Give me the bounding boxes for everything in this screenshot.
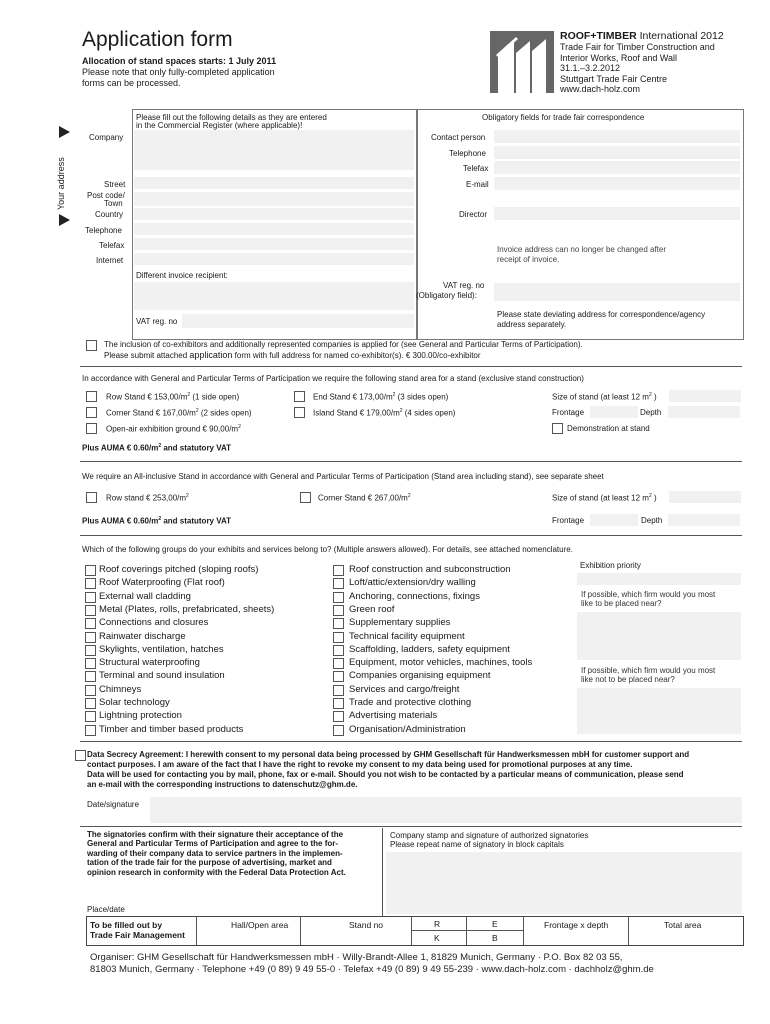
mgmt-label: To be filled out by — [90, 920, 163, 930]
priority-field[interactable] — [577, 573, 741, 585]
company-field[interactable] — [134, 130, 414, 170]
secrecy-text: contact purposes. I am aware of the fact that I have the right to revoke my consent to my data being used for promotional purposes at any time. — [87, 760, 633, 769]
correspondence-box — [416, 109, 744, 340]
group-item-checkbox[interactable] — [85, 592, 96, 603]
secrecy-checkbox[interactable] — [75, 750, 86, 761]
end-stand-checkbox[interactable] — [294, 391, 305, 402]
divider — [80, 461, 742, 462]
info-line: Trade Fair for Timber Construction and — [560, 42, 715, 52]
frontage-depth-header: Frontage x depth — [544, 920, 609, 930]
field-label: E-mail — [466, 180, 489, 189]
depth-field[interactable] — [668, 406, 740, 418]
allincl-intro: We require an All-inclusive Stand in accordance with General and Particular Terms of Participation (Stand area including stand), see separate sheet — [82, 472, 604, 481]
field-label: Country — [95, 210, 124, 219]
group-item-label: Services and cargo/freight — [349, 683, 460, 695]
table-divider — [411, 930, 523, 931]
allincl-corner-checkbox[interactable] — [300, 492, 311, 503]
allincl-frontage-label: Frontage — [552, 516, 585, 525]
invoice-note: receipt of invoice. — [497, 255, 560, 264]
group-item-checkbox[interactable] — [333, 711, 344, 722]
group-item-label: Roof Waterproofing (Flat roof) — [99, 577, 225, 589]
divider — [80, 535, 742, 536]
group-item-checkbox[interactable] — [333, 565, 344, 576]
island-stand-label: Island Stand € $179,00/m^2$ (4 sides open) — [313, 408, 456, 418]
openair-label: Open-air exhibition ground € $90,00/m^2$ — [106, 424, 241, 434]
divider — [382, 828, 383, 916]
diff-invoice-field[interactable] — [134, 282, 414, 310]
group-item-label: Trade and protective clothing — [349, 697, 472, 708]
group-item-label: Equipment, motor vehicles, machines, tools — [349, 657, 533, 669]
group-item-label: Rainwater discharge — [99, 630, 186, 642]
row-stand-checkbox[interactable] — [86, 391, 97, 402]
allincl-size-label: Size of stand (at least 12 $m^2$ ) — [552, 493, 657, 503]
notnear-field[interactable] — [577, 688, 741, 734]
group-item-checkbox[interactable] — [85, 578, 96, 589]
allincl-corner-label: Corner Stand € $267,00/m^2$ — [318, 493, 411, 503]
field-label: Street — [104, 180, 126, 189]
country-field[interactable] — [134, 208, 414, 220]
group-item-checkbox[interactable] — [85, 658, 96, 669]
allocation-date: Allocation of stand spaces starts: 1 July 2011 — [82, 56, 277, 66]
signatories-text: General and Particular Terms of Participation and agree to the for- — [87, 839, 339, 848]
vat-obligatory-field[interactable] — [494, 283, 740, 301]
vat-oblig-label: (Obligatory field): — [416, 291, 477, 300]
address-intro: Please fill out the following details as they are entered — [136, 113, 327, 122]
group-item-label: Solar technology — [99, 697, 170, 708]
group-item-label: Roof construction and subconstruction — [349, 564, 511, 575]
group-item-label: Supplementary supplies — [349, 617, 451, 629]
group-item-label: Chimneys — [99, 683, 142, 695]
signatories-text: The signatories confirm with their signature their acceptance of the — [87, 830, 344, 839]
group-item-label: Roof coverings pitched (sloping roofs) — [99, 564, 259, 575]
date-signature-label: Date/signature — [87, 800, 140, 809]
group-item-label: Lightning protection — [99, 710, 182, 722]
allincl-depth-field[interactable] — [668, 514, 740, 526]
group-item-label: Advertising materials — [349, 710, 438, 722]
vat-reg-label: VAT reg. no — [136, 317, 178, 326]
group-item-label: Green roof — [349, 603, 395, 615]
group-item-label: Companies organising equipment — [349, 670, 491, 682]
postcode-town-field[interactable] — [134, 192, 414, 206]
group-item-checkbox[interactable] — [333, 645, 344, 656]
note-line-1: Please note that only fully-completed application — [82, 67, 275, 77]
island-stand-checkbox[interactable] — [294, 407, 305, 418]
divider — [80, 741, 742, 742]
deviating-note: Please state deviating address for correspondence/agency — [497, 310, 706, 319]
place-date-label: Place/date — [87, 905, 125, 914]
frontage-field[interactable] — [590, 406, 638, 418]
end-stand-label: End Stand € $173,00/m^2$ (3 sides open) — [313, 392, 449, 402]
group-item-label: Terminal and sound insulation — [99, 670, 225, 682]
footer-line: Organiser: GHM Gesellschaft für Handwerksmessen mbH · Willy-Brandt-Allee 1, 81829 Munich, Germany · P.O. Box 82 03 55, — [90, 952, 623, 963]
coexhibitor-text: Please submit attached application form with full address for named co-exhibitor(s). € 300.00/co-exhibitor — [104, 350, 481, 360]
table-divider — [196, 916, 197, 945]
your-address-label: Your address — [56, 157, 66, 210]
group-item-checkbox[interactable] — [333, 725, 344, 736]
priority-label: Exhibition priority — [580, 561, 641, 570]
contact-person-field[interactable] — [494, 130, 740, 143]
invoice-note: Invoice address can no longer be changed after — [497, 245, 667, 254]
stand-no-header: Stand no — [349, 920, 384, 930]
divider — [80, 826, 742, 827]
notnear-label: If possible, which firm would you most — [581, 666, 716, 675]
group-item-checkbox[interactable] — [85, 565, 96, 576]
group-item-checkbox[interactable] — [333, 618, 344, 629]
group-item-checkbox[interactable] — [333, 658, 344, 669]
near-field[interactable] — [577, 612, 741, 660]
group-item-label: Organisation/Administration — [349, 723, 466, 735]
demo-label: Demonstration at stand — [567, 424, 650, 433]
e-header: E — [492, 919, 498, 929]
signatories-text: warding of their company data to service partners in the implemen- — [87, 849, 343, 858]
page-title: Application form — [82, 28, 233, 51]
group-item-label: Loft/attic/extension/dry walling — [349, 577, 476, 589]
signatories-text: opinion research in conformity with the Federal Data Protection Act. — [87, 868, 346, 877]
group-item-label: Scaffolding, ladders, safety equipment — [349, 643, 510, 655]
secrecy-text: Data will be used for contacting you by mail, phone, fax or e-mail. Should you not wish to be contacted by a particular means of communication, please send — [87, 770, 684, 779]
field-label: Internet — [96, 256, 124, 265]
allincl-row-label: Row stand € $253,00/m^2$ — [106, 493, 189, 503]
size-field[interactable] — [669, 390, 741, 402]
allincl-frontage-field[interactable] — [590, 514, 638, 526]
group-item-label: Structural waterproofing — [99, 657, 200, 669]
allincl-row-checkbox[interactable] — [86, 492, 97, 503]
arrow-icon — [59, 126, 70, 138]
director-field[interactable] — [494, 207, 740, 220]
mgmt-label: Trade Fair Management — [90, 930, 185, 940]
vat-oblig-label: VAT reg. no — [443, 281, 485, 290]
info-line: Stuttgart Trade Fair Centre — [560, 74, 668, 84]
stamp-label: Company stamp and signature of authorized signatories — [390, 831, 589, 840]
row-stand-label: Row Stand € $153,00/m^2$ (1 side open) — [106, 392, 240, 402]
secrecy-text: Data Secrecy Agreement: I herewith consent to my personal data being processed by GHM Gesellschaft für Handwerksmessen mbH for customer support and — [87, 750, 690, 759]
telefax-field[interactable] — [134, 238, 414, 250]
group-item-checkbox[interactable] — [85, 698, 96, 709]
group-item-checkbox[interactable] — [333, 632, 344, 643]
group-item-label: External wall cladding — [99, 590, 191, 602]
street-field[interactable] — [134, 177, 414, 189]
auma-label: Plus AUMA € $0.60/m^2$ and statutory VAT — [82, 443, 232, 453]
group-item-checkbox[interactable] — [85, 711, 96, 722]
contact-email-field[interactable] — [494, 177, 740, 190]
group-item-label: Timber and timber based products — [99, 723, 244, 735]
footer-line: 81803 Munich, Germany · Telephone +49 (0 89) 9 49 55-0 · Telefax +49 (0 89) 9 49 55-239 · www.dach-holz.com · dachholz@ghm.de — [90, 964, 654, 975]
k-header: K — [434, 933, 440, 943]
info-line: Interior Works, Roof and Wall — [560, 53, 678, 63]
allincl-size-field[interactable] — [669, 491, 741, 503]
brand-title: ROOF+TIMBER International 2012 — [560, 30, 724, 42]
depth-label: Depth — [640, 408, 662, 417]
group-item-checkbox[interactable] — [85, 645, 96, 656]
obligatory-intro: Obligatory fields for trade fair correspondence — [482, 113, 645, 122]
telephone-field[interactable] — [134, 223, 414, 235]
group-item-checkbox[interactable] — [85, 725, 96, 736]
internet-field[interactable] — [134, 253, 414, 265]
allincl-auma-label: Plus AUMA € $0.60/m^2$ and statutory VAT — [82, 516, 232, 526]
corner-stand-checkbox[interactable] — [86, 407, 97, 418]
group-item-checkbox[interactable] — [85, 685, 96, 696]
openair-checkbox[interactable] — [86, 423, 97, 434]
info-line: www.dach-holz.com — [560, 84, 641, 94]
hall-header: Hall/Open area — [231, 920, 289, 930]
coexhibitor-checkbox[interactable] — [86, 340, 97, 351]
group-item-checkbox[interactable] — [85, 671, 96, 682]
group-item-label: Connections and closures — [99, 617, 209, 629]
group-item-checkbox[interactable] — [333, 605, 344, 616]
field-label: Town — [104, 199, 123, 208]
group-item-checkbox[interactable] — [85, 632, 96, 643]
notnear-label: like not to be placed near? — [581, 675, 675, 684]
field-label: Telephone — [449, 149, 486, 158]
groups-intro: Which of the following groups do your exhibits and services belong to? (Multiple answers allowed). For details, see attached nomenclature. — [82, 545, 573, 554]
corner-stand-label: Corner Stand € $167,00/m^2$ (2 sides open) — [106, 408, 252, 418]
group-item-label: Skylights, ventilation, hatches — [99, 643, 224, 655]
contact-telephone-field[interactable] — [494, 146, 740, 159]
arrow-icon — [59, 214, 70, 226]
field-label: Telefax — [463, 164, 489, 173]
signatories-text: tation of the trade fair for the purpose of advertising, market and — [87, 858, 332, 867]
group-item-label: Technical facility equipment — [349, 630, 465, 642]
total-area-header: Total area — [664, 920, 702, 930]
vat-reg-field[interactable] — [182, 314, 414, 328]
fair-logo — [490, 31, 554, 93]
stamp-field[interactable] — [386, 852, 742, 914]
field-label: Post code/ — [87, 191, 125, 200]
info-line: 31.1.–3.2.2012 — [560, 63, 621, 73]
near-label: If possible, which firm would you most — [581, 590, 716, 599]
date-signature-field[interactable] — [150, 797, 742, 823]
table-divider — [300, 916, 301, 945]
group-item-label: Anchoring, connections, fixings — [349, 590, 480, 602]
field-label: Telephone — [85, 226, 122, 235]
field-label: Contact person — [431, 133, 486, 142]
note-line-2: forms can be processed. — [82, 78, 181, 88]
demo-checkbox[interactable] — [552, 423, 563, 434]
group-item-checkbox[interactable] — [333, 685, 344, 696]
address-intro: in the Commercial Register (where applicable)! — [136, 121, 303, 130]
group-item-checkbox[interactable] — [333, 592, 344, 603]
near-label: like to be placed near? — [581, 599, 662, 608]
deviating-note: address separately. — [497, 320, 567, 329]
group-item-checkbox[interactable] — [333, 578, 344, 589]
allincl-depth-label: Depth — [641, 516, 663, 525]
contact-telefax-field[interactable] — [494, 161, 740, 174]
stamp-label: Please repeat name of signatory in block capitals — [390, 840, 564, 849]
group-item-checkbox[interactable] — [85, 605, 96, 616]
group-item-checkbox[interactable] — [333, 698, 344, 709]
field-label: Company — [89, 133, 124, 142]
table-divider — [628, 916, 629, 945]
diff-invoice-label: Different invoice recipient: — [136, 271, 228, 280]
group-item-checkbox[interactable] — [85, 618, 96, 629]
frontage-label: Frontage — [552, 408, 585, 417]
divider — [80, 366, 742, 367]
coexhibitor-text: The inclusion of co-exhibitors and additionally represented companies is applied for (see General and Particular Terms of Participation). — [104, 340, 583, 349]
field-label: Director — [459, 210, 488, 219]
r-header: R — [434, 919, 441, 929]
group-item-checkbox[interactable] — [333, 671, 344, 682]
table-divider — [523, 916, 524, 945]
group-item-label: Metal (Plates, rolls, prefabricated, sheets) — [99, 603, 275, 615]
size-of-stand-label: Size of stand (at least 12 $m^2$ ) — [552, 392, 657, 402]
stand-intro: In accordance with General and Particular Terms of Participation we require the following stand area for a stand (exclusive stand construction) — [82, 374, 584, 383]
b-header: B — [492, 933, 498, 943]
secrecy-text: an e-mail with the corresponding instructions to datenschutz@ghm.de. — [87, 780, 358, 789]
field-label: Telefax — [99, 241, 125, 250]
